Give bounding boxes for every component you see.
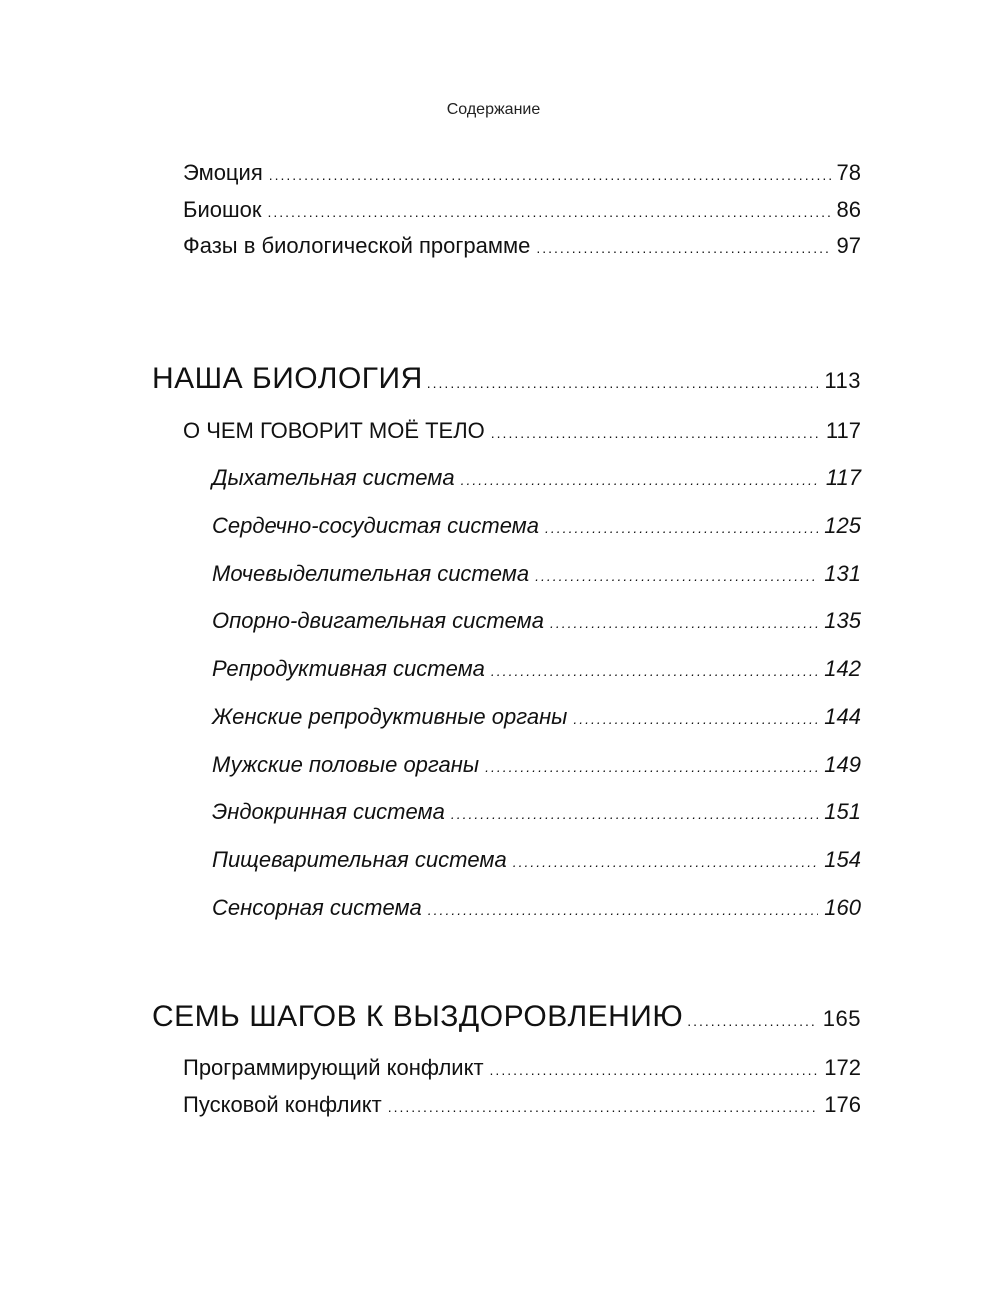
toc-entry-page: 135 (824, 608, 861, 633)
dot-leader (485, 759, 818, 775)
dot-leader (267, 204, 830, 220)
toc-entry[interactable] (183, 1092, 861, 1118)
toc-entry-page: 149 (824, 752, 861, 777)
dot-leader (269, 167, 831, 183)
toc-subsection[interactable] (183, 418, 861, 444)
dot-leader (536, 240, 830, 256)
toc-entry[interactable] (183, 233, 861, 259)
toc-entry[interactable] (183, 160, 861, 186)
toc-entry-title: Эндокринная система (212, 799, 445, 824)
dot-leader (513, 854, 819, 870)
dot-leader (490, 1062, 819, 1078)
toc-entry-title: Мочевыделительная система (212, 561, 530, 586)
toc-entry-page: 154 (824, 847, 861, 872)
toc-entry-page: 172 (824, 1055, 861, 1080)
dot-leader (427, 375, 819, 391)
toc-entry-title: Фазы в биологической программе (183, 233, 531, 258)
toc-entry[interactable] (212, 656, 861, 682)
toc-entry[interactable] (212, 704, 861, 730)
toc-entry-title: Пусковой конфликт (183, 1092, 382, 1117)
toc-entry[interactable] (212, 465, 861, 491)
toc-entry[interactable] (212, 895, 861, 921)
toc-entry-page: 86 (836, 197, 861, 222)
dot-leader (550, 615, 818, 631)
toc-entry-title: Программирующий конфликт (183, 1055, 484, 1080)
toc-entry-title: Сенсорная система (212, 895, 422, 920)
toc-entry-title: Эмоция (183, 160, 263, 185)
toc-entry-page: 131 (824, 561, 861, 586)
toc-entry-title: Биошок (183, 197, 262, 222)
toc-entry-title: Женские репродуктивные органы (212, 704, 568, 729)
toc-entry[interactable] (183, 197, 861, 223)
toc-entry-title: Пищеварительная система (212, 847, 507, 872)
toc-subsection-page: 117 (825, 418, 861, 443)
toc-entry[interactable] (212, 799, 861, 825)
toc-section-title: СЕМЬ ШАГОВ К ВЫЗДОРОВЛЕНИЮ (152, 1000, 684, 1033)
toc-entry-page: 151 (824, 799, 861, 824)
toc-entry-title: Опорно-двигательная система (212, 608, 544, 633)
toc-entry[interactable] (212, 561, 861, 587)
toc-entry[interactable] (212, 513, 861, 539)
toc-entry-page: 117 (825, 465, 861, 490)
dot-leader (491, 425, 820, 441)
toc-section-page: 165 (822, 1006, 861, 1031)
toc-entry[interactable] (212, 847, 861, 873)
toc-entry-page: 78 (836, 160, 861, 185)
dot-leader (388, 1099, 819, 1115)
toc-entry-page: 160 (824, 895, 861, 920)
toc-entry-page: 97 (836, 233, 861, 258)
toc-entry-title: Мужские половые органы (212, 752, 480, 777)
toc-entry[interactable] (212, 608, 861, 634)
dot-leader (428, 902, 819, 918)
toc-entry-title: Сердечно-сосудистая система (212, 513, 540, 538)
toc-entry-page: 142 (824, 656, 861, 681)
dot-leader (573, 711, 818, 727)
dot-leader (461, 472, 820, 488)
toc-section-title: НАША БИОЛОГИЯ (152, 362, 423, 395)
toc-entry-title: Репродуктивная система (212, 656, 485, 681)
toc-section-page: 113 (824, 368, 861, 393)
dot-leader (545, 520, 818, 536)
toc-section[interactable] (152, 1000, 861, 1034)
dot-leader (687, 1013, 817, 1029)
toc-entry-title: Дыхательная система (212, 465, 455, 490)
dot-leader (451, 806, 818, 822)
toc-subsection-title: О ЧЕМ ГОВОРИТ МОЁ ТЕЛО (183, 418, 485, 443)
toc-entry-page: 125 (824, 513, 861, 538)
toc-entry-page: 144 (824, 704, 861, 729)
toc-section[interactable] (152, 362, 861, 396)
toc-entry[interactable] (183, 1055, 861, 1081)
toc-entry[interactable] (212, 752, 861, 778)
dot-leader (491, 663, 818, 679)
running-header: Содержание (446, 101, 541, 118)
toc-entry-page: 176 (824, 1092, 861, 1117)
dot-leader (535, 568, 818, 584)
